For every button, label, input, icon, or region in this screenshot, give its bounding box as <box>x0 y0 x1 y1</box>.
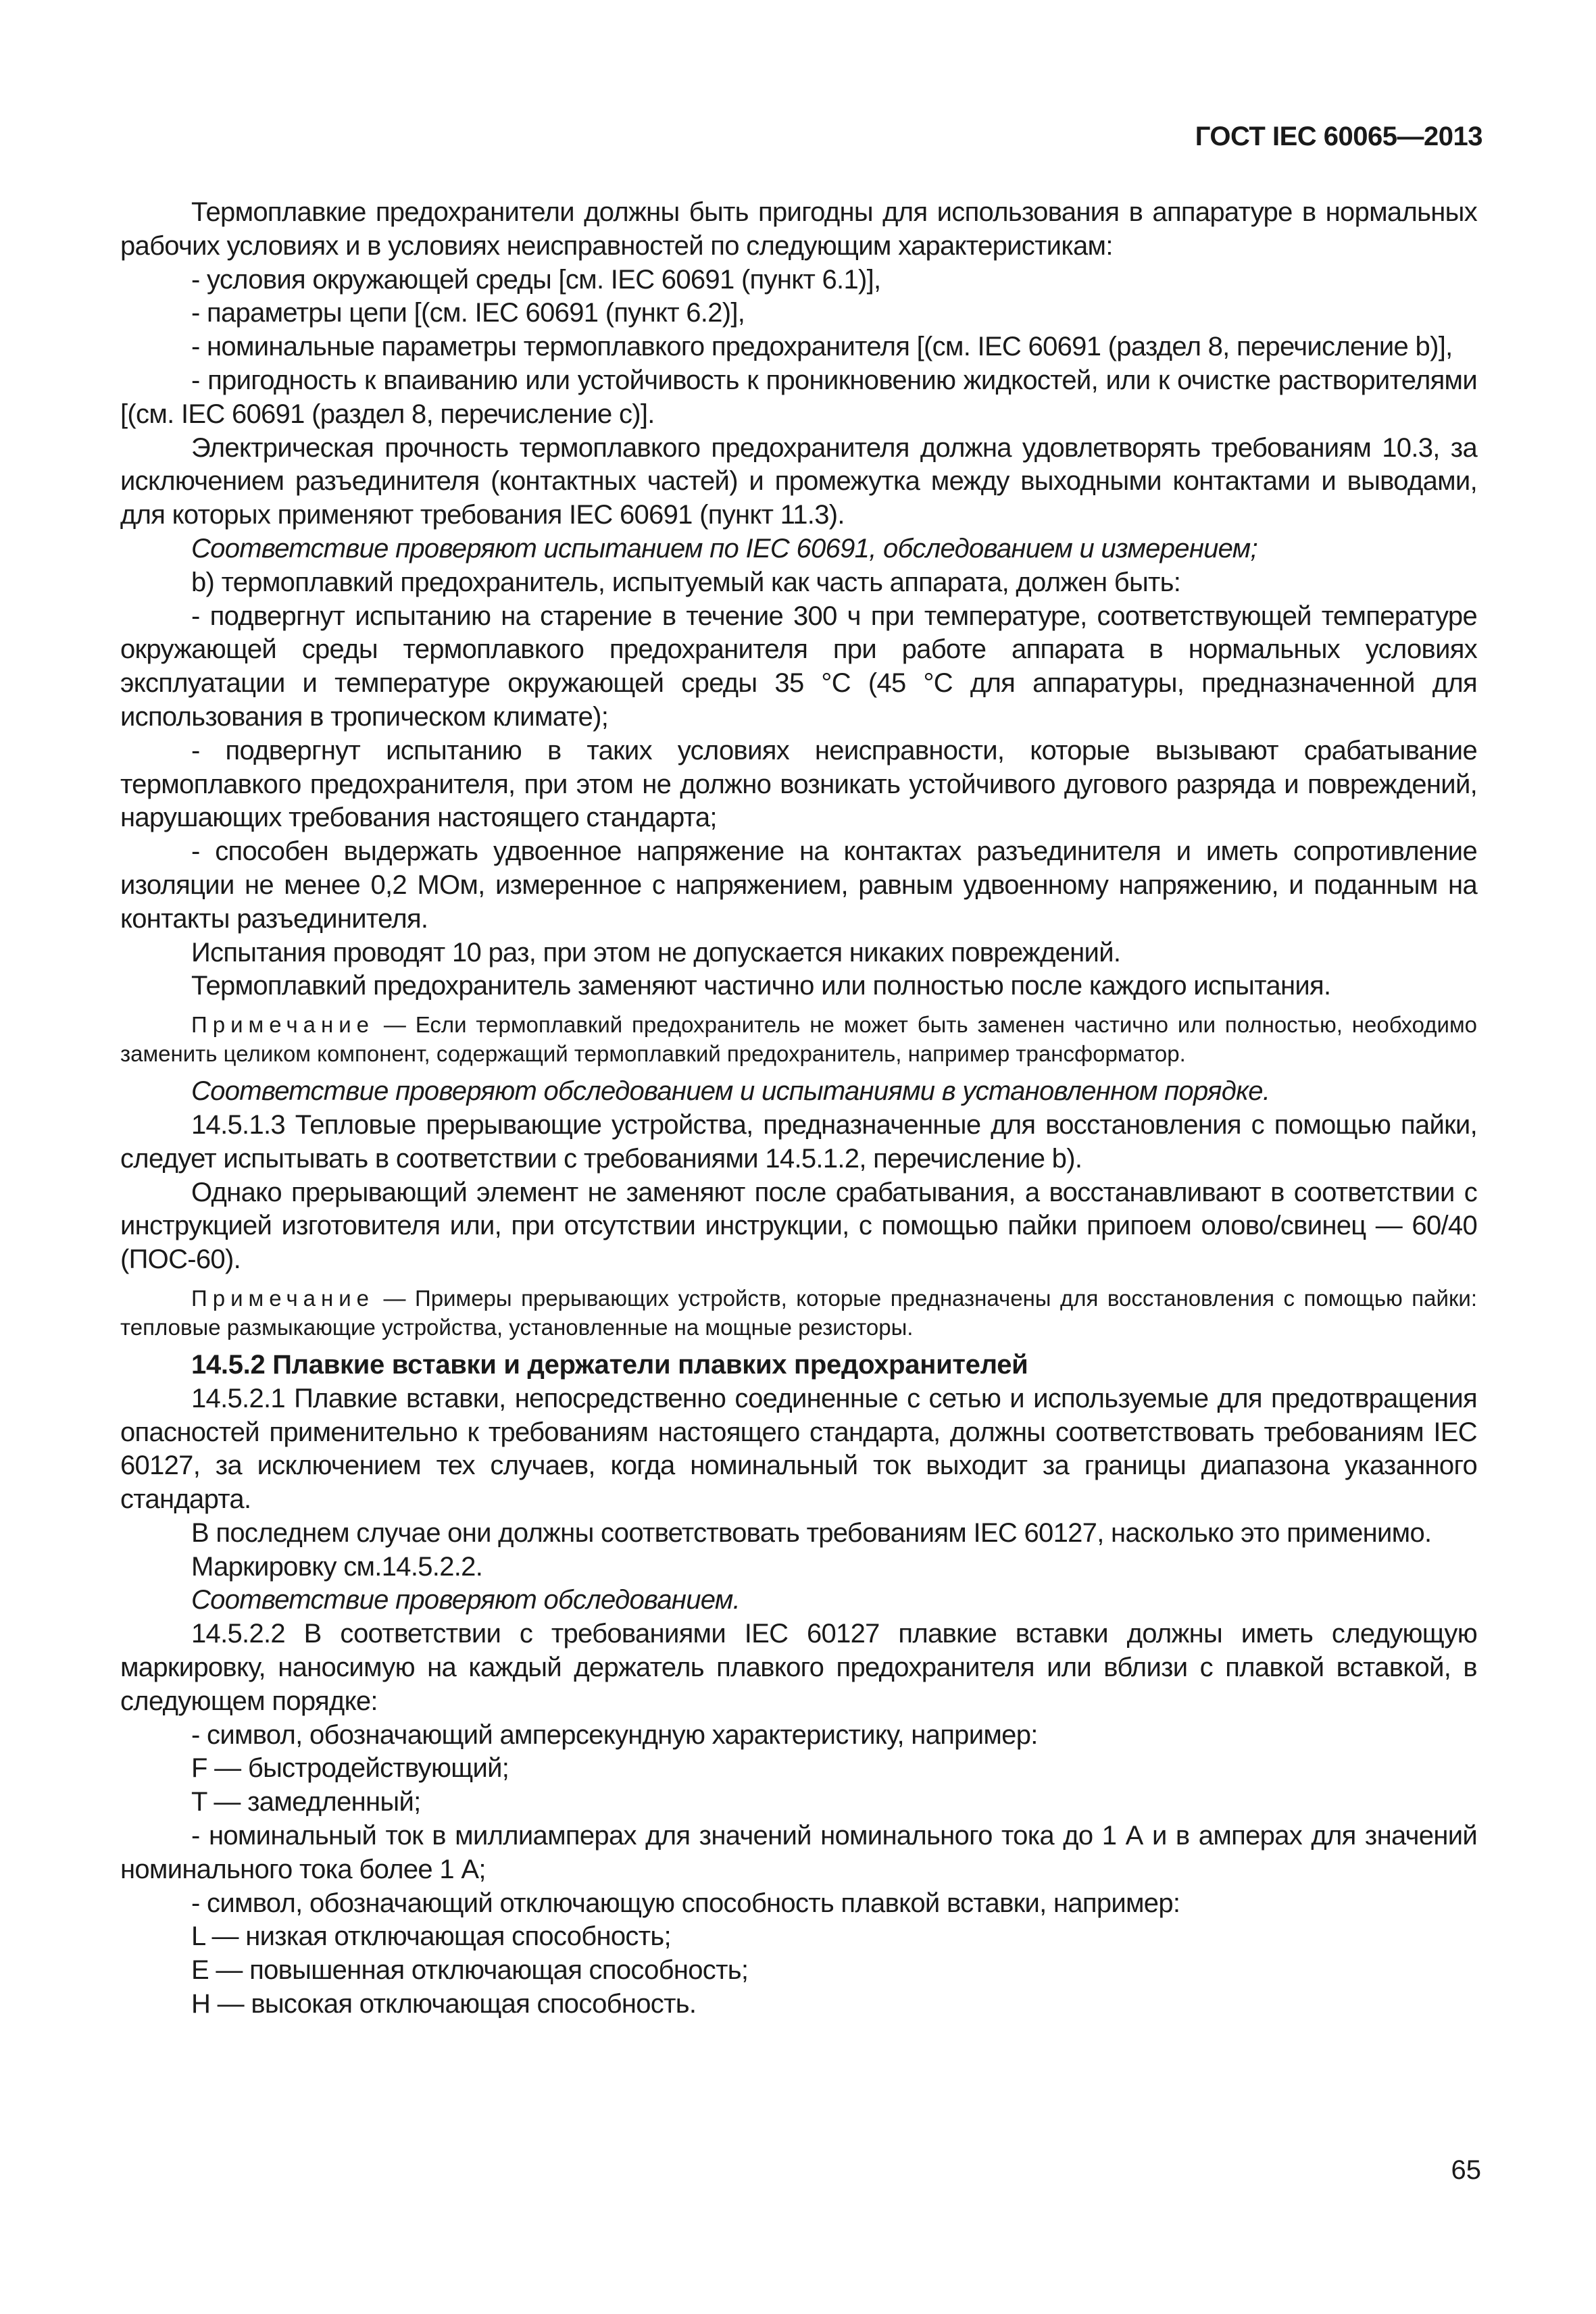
standard-header: ГОСТ IEC 60065—2013 <box>1195 122 1482 151</box>
paragraph: Испытания проводят 10 раз, при этом не допускается никаких повреждений. <box>191 937 1121 967</box>
paragraph: 14.5.1.3 Тепловые прерывающие устройства, предназначенные для восстановления с помощью пайки, следует испытывать в соответствии с требованиями 14.5.1.2, перечисление b). <box>120 1109 1477 1174</box>
note <box>120 1284 1477 1342</box>
paragraph: Термоплавкий предохранитель заменяют частично или полностью после каждого испытания. <box>191 971 1331 1001</box>
list-item: - символ, обозначающий амперсекундную характеристику, например: <box>191 1719 1038 1750</box>
paragraph: 14.5.2.1 Плавкие вставки, непосредственно соединенные с сетью и используемые для предотвращения опасностей применительно к требованиям настоящего стандарта, должны соответствовать требованиям IEC 60127, за исключением тех случаев, когда номинальный ток выходит за границы диапазона указанного стандарта. <box>120 1383 1477 1515</box>
section-heading: 14.5.2 Плавкие вставки и держатели плавких предохранителей <box>191 1349 1028 1380</box>
list-item: - подвергнут испытанию в таких условиях неисправности, которые вызывают срабатывание термоплавкого предохранителя, при этом не должно возникать устойчивого дугового разряда и повреждений, нарушающих требования настоящего стандарта; <box>120 735 1477 833</box>
list-item: - способен выдержать удвоенное напряжение на контактах разъединителя и иметь сопротивление изоляции не менее 0,2 МОм, измеренное с напряжением, равным удвоенному напряжению, и поданным на контакты разъединителя. <box>120 836 1477 934</box>
compliance-check: Соответствие проверяют обследованием. <box>191 1585 740 1615</box>
list-item: - пригодность к впаиванию или устойчивость к проникновению жидкостей, или к очистке растворителями [(см. IEC 60691 (раздел 8, перечисление c)]. <box>120 365 1477 429</box>
paragraph: Электрическая прочность термоплавкого предохранителя должна удовлетворять требованиям 10.3, за исключением разъединителя (контактных частей) и промежутка между выходными контактами и выводами, для которых применяют требования IEC 60691 (пункт 11.3). <box>120 432 1477 530</box>
paragraph: Термоплавкие предохранители должны быть пригодны для использования в аппаратуре в нормальных рабочих условиях и в условиях неисправностей по следующим характеристикам: <box>120 197 1477 261</box>
document-body <box>120 196 1477 2021</box>
list-item: F — быстродействующий; <box>191 1753 509 1784</box>
paragraph: b) термоплавкий предохранитель, испытуемый как часть аппарата, должен быть: <box>191 567 1181 597</box>
list-item: H — высокая отключающая способность. <box>191 1989 697 2019</box>
page-number: 65 <box>1451 2155 1481 2185</box>
compliance-check: Соответствие проверяют обследованием и испытаниями в установленном порядке. <box>191 1076 1270 1107</box>
note-text: — Если термоплавкий предохранитель не может быть заменен частично или полностью, необходимо заменить целиком компонент, содержащий термоплавкий предохранитель, например трансформатор. <box>120 1012 1477 1067</box>
list-item: E — повышенная отключающая способность; <box>191 1955 749 1986</box>
note-text: — Примеры прерывающих устройств, которые предназначены для восстановления с помощью пайки: тепловые размыкающие устройства, установленные на мощные резисторы. <box>120 1285 1477 1340</box>
list-item: - подвергнут испытанию на старение в течение 300 ч при температуре, соответствующей температуре окружающей среды термоплавкого предохранителя при работе аппарата в нормальных условиях эксплуатации и температуре окружающей среды 35 °С (45 °С для аппаратуры, предназначенной для использования в тропическом климате); <box>120 601 1477 732</box>
paragraph: В последнем случае они должны соответствовать требованиям IEC 60127, насколько это применимо. <box>191 1517 1432 1548</box>
paragraph: 14.5.2.2 В соответствии с требованиями IEC 60127 плавкие вставки должны иметь следующую маркировку, наносимую на каждый держатель плавкого предохранителя или вблизи с плавкой вставкой, в следующем порядке: <box>120 1619 1477 1716</box>
list-item: - символ, обозначающий отключающую способность плавкой вставки, например: <box>191 1888 1180 1918</box>
paragraph: Маркировку см.14.5.2.2. <box>191 1551 483 1582</box>
note-label: Примечание <box>191 1012 375 1038</box>
list-item: - параметры цепи [(см. IEC 60691 (пункт 6.2)], <box>191 298 745 328</box>
paragraph: Однако прерывающий элемент не заменяют после срабатывания, а восстанавливают в соответствии с инструкцией изготовителя или, при отсутствии инструкции, с помощью пайки припоем олово/свинец — 60/40 (ПОС-60). <box>120 1177 1477 1275</box>
note <box>120 1010 1477 1068</box>
list-item: T — замедленный; <box>191 1787 421 1817</box>
list-item: L — низкая отключающая способность; <box>191 1921 671 1952</box>
list-item: - условия окружающей среды [см. IEC 60691 (пункт 6.1)], <box>191 264 881 295</box>
list-item: - номинальный ток в миллиамперах для значений номинального тока до 1 А и в амперах для значений номинального тока более 1 А; <box>120 1821 1477 1884</box>
list-item: - номинальные параметры термоплавкого предохранителя [(см. IEC 60691 (раздел 8, перечисление b)], <box>191 332 1453 362</box>
note-label: Примечание <box>191 1285 375 1311</box>
compliance-check: Соответствие проверяют испытанием по IEC 60691, обследованием и измерением; <box>191 533 1257 563</box>
